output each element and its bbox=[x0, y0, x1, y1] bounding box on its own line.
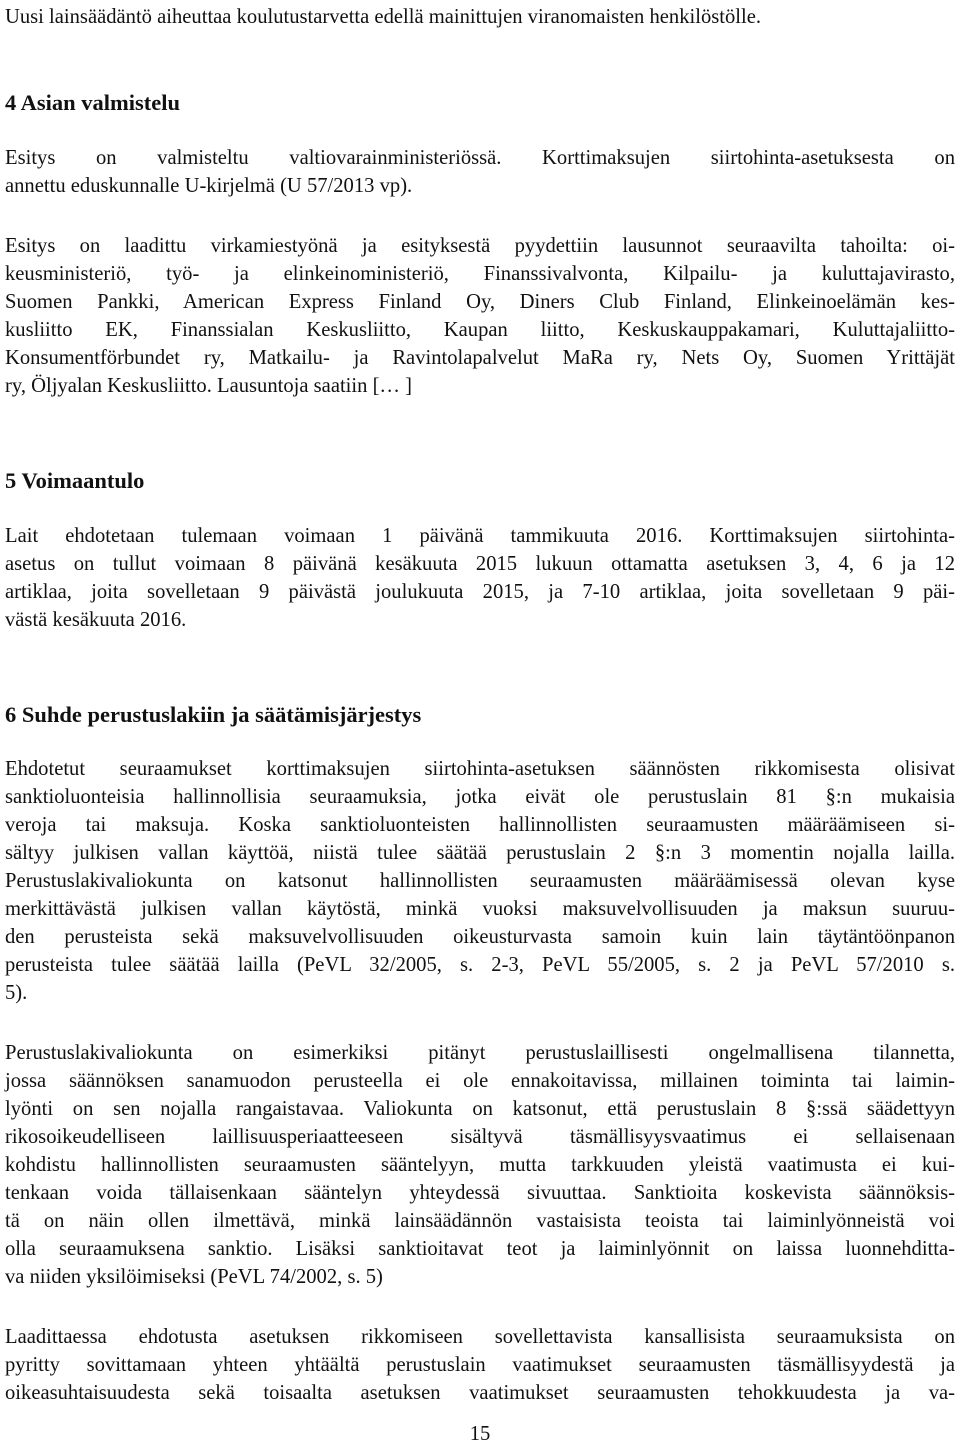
paragraph-line: va niiden yksilöimiseksi (PeVL 74/2002, s. 5) bbox=[5, 1266, 383, 1288]
paragraph-line: asetus on tullut voimaan 8 päivänä kesäkuuta 2015 lukuun ottamatta asetuksen 3, 4, 6 ja 12 bbox=[5, 553, 955, 575]
paragraph-line: annettu eduskunnalle U-kirjelmä (U 57/2013 vp). bbox=[5, 175, 413, 197]
paragraph-line: rikosoikeudelliseen laillisuusperiaatteeseen sisältyvä täsmällisyysvaatimus ei sellaisenaan bbox=[5, 1126, 955, 1148]
paragraph-line: Perustuslakivaliokunta on esimerkiksi pitänyt perustuslaillisesti ongelmallisena tilannetta, bbox=[5, 1042, 955, 1064]
paragraph-line: pyritty sovittamaan yhteen yhtäältä perustuslain vaatimukset seuraamusten täsmällisyydestä ja bbox=[5, 1354, 955, 1376]
paragraph-line: västä kesäkuuta 2016. bbox=[5, 609, 187, 631]
paragraph-line: kusliitto EK, Finanssialan Keskusliitto, Kaupan liitto, Keskuskauppakamari, Kuluttajaliitto- bbox=[5, 319, 955, 341]
paragraph-line: Ehdotetut seuraamukset korttimaksujen siirtohinta-asetuksen säännösten rikkomisesta olisivat bbox=[5, 758, 955, 780]
paragraph-line: Lait ehdotetaan tulemaan voimaan 1 päivänä tammikuuta 2016. Korttimaksujen siirtohinta- bbox=[5, 525, 955, 547]
paragraph-line: oikeasuhtaisuudesta sekä toisaalta asetuksen vaatimukset seuraamusten tehokkuudesta ja va- bbox=[5, 1382, 955, 1404]
paragraph-line: sältyy julkisen vallan käyttöä, niistä tulee säätää perustuslain 2 §:n 3 momentin nojalla lailla. bbox=[5, 842, 955, 864]
paragraph-line: Konsumentförbundet ry, Matkailu- ja Ravintolapalvelut MaRa ry, Nets Oy, Suomen Yrittäjät bbox=[5, 347, 955, 369]
paragraph-line: tä on näin ollen ilmettävä, minkä lainsäädännön vastaisista teoista tai laiminlyönneistä voi bbox=[5, 1210, 955, 1232]
page-number: 15 bbox=[469, 1423, 491, 1445]
paragraph-line: veroja tai maksuja. Koska sanktioluonteisten hallinnollisten seuraamusten määräämiseen si- bbox=[5, 814, 955, 836]
paragraph-line: jossa säännöksen sanamuodon perusteella ei ole ennakoitavissa, millainen toiminta tai laimin- bbox=[5, 1070, 955, 1092]
paragraph-line: artiklaa, joita sovelletaan 9 päivästä joulukuuta 2015, ja 7-10 artiklaa, joita sovelletaan 9 päi- bbox=[5, 581, 955, 603]
paragraph-line: sanktioluonteisia hallinnollisia seuraamuksia, jotka eivät ole perustuslain 81 §:n mukaisia bbox=[5, 786, 955, 808]
paragraph-line: perusteista tulee säätää lailla (PeVL 32/2005, s. 2-3, PeVL 55/2005, s. 2 ja PeVL 57/2010 s. bbox=[5, 954, 955, 976]
paragraph-line: den perusteista sekä maksuvelvollisuuden oikeusturvasta samoin kuin lain täytäntöönpanon bbox=[5, 926, 955, 948]
section-heading: 6 Suhde perustuslakiin ja säätämisjärjestys bbox=[5, 702, 422, 727]
paragraph-line: Uusi lainsäädäntö aiheuttaa koulutustarvetta edellä mainittujen viranomaisten henkilöstölle. bbox=[5, 6, 762, 28]
section-heading: 5 Voimaantulo bbox=[5, 468, 145, 493]
paragraph-line: olla seuraamuksena sanktio. Lisäksi sanktioitavat teot ja laiminlyönnit on laissa luonnehditta- bbox=[5, 1238, 955, 1260]
paragraph-line: Perustuslakivaliokunta on katsonut hallinnollisten seuraamusten määräämisessä olevan kyse bbox=[5, 870, 955, 892]
paragraph-line: ry, Öljyalan Keskusliitto. Lausuntoja saatiin [… ] bbox=[5, 375, 413, 397]
paragraph-line: merkittävästä julkisen vallan käytöstä, minkä vuoksi maksuvelvollisuuden ja maksun suuruu- bbox=[5, 898, 955, 920]
paragraph-line: keusministeriö, työ- ja elinkeinoministeriö, Finanssivalvonta, Kilpailu- ja kuluttajavirasto, bbox=[5, 263, 955, 285]
section-heading: 4 Asian valmistelu bbox=[5, 90, 181, 115]
paragraph-line: Esitys on valmisteltu valtiovarainministeriössä. Korttimaksujen siirtohinta-asetuksesta on bbox=[5, 147, 955, 169]
paragraph-line: Esitys on laadittu virkamiestyönä ja esityksestä pyydettiin lausunnot seuraavilta tahoilta: oi- bbox=[5, 235, 955, 257]
paragraph-line: 5). bbox=[5, 982, 28, 1004]
paragraph-line: Laadittaessa ehdotusta asetuksen rikkomiseen sovellettavista kansallisista seuraamuksista on bbox=[5, 1326, 955, 1348]
paragraph-line: kohdistu hallinnollisten seuraamusten sääntelyyn, mutta tarkkuuden yleistä vaatimusta ei kui- bbox=[5, 1154, 955, 1176]
paragraph-line: lyönti on sen nojalla rangaistavaa. Valiokunta on katsonut, että perustuslain 8 §:ssä säädettyyn bbox=[5, 1098, 955, 1120]
paragraph-line: Suomen Pankki, American Express Finland Oy, Diners Club Finland, Elinkeinoelämän kes- bbox=[5, 291, 955, 313]
paragraph-line: tenkaan voida tällaisenkaan sääntelyn yhteydessä sivuuttaa. Sanktioita koskevista säännöksis- bbox=[5, 1182, 955, 1204]
